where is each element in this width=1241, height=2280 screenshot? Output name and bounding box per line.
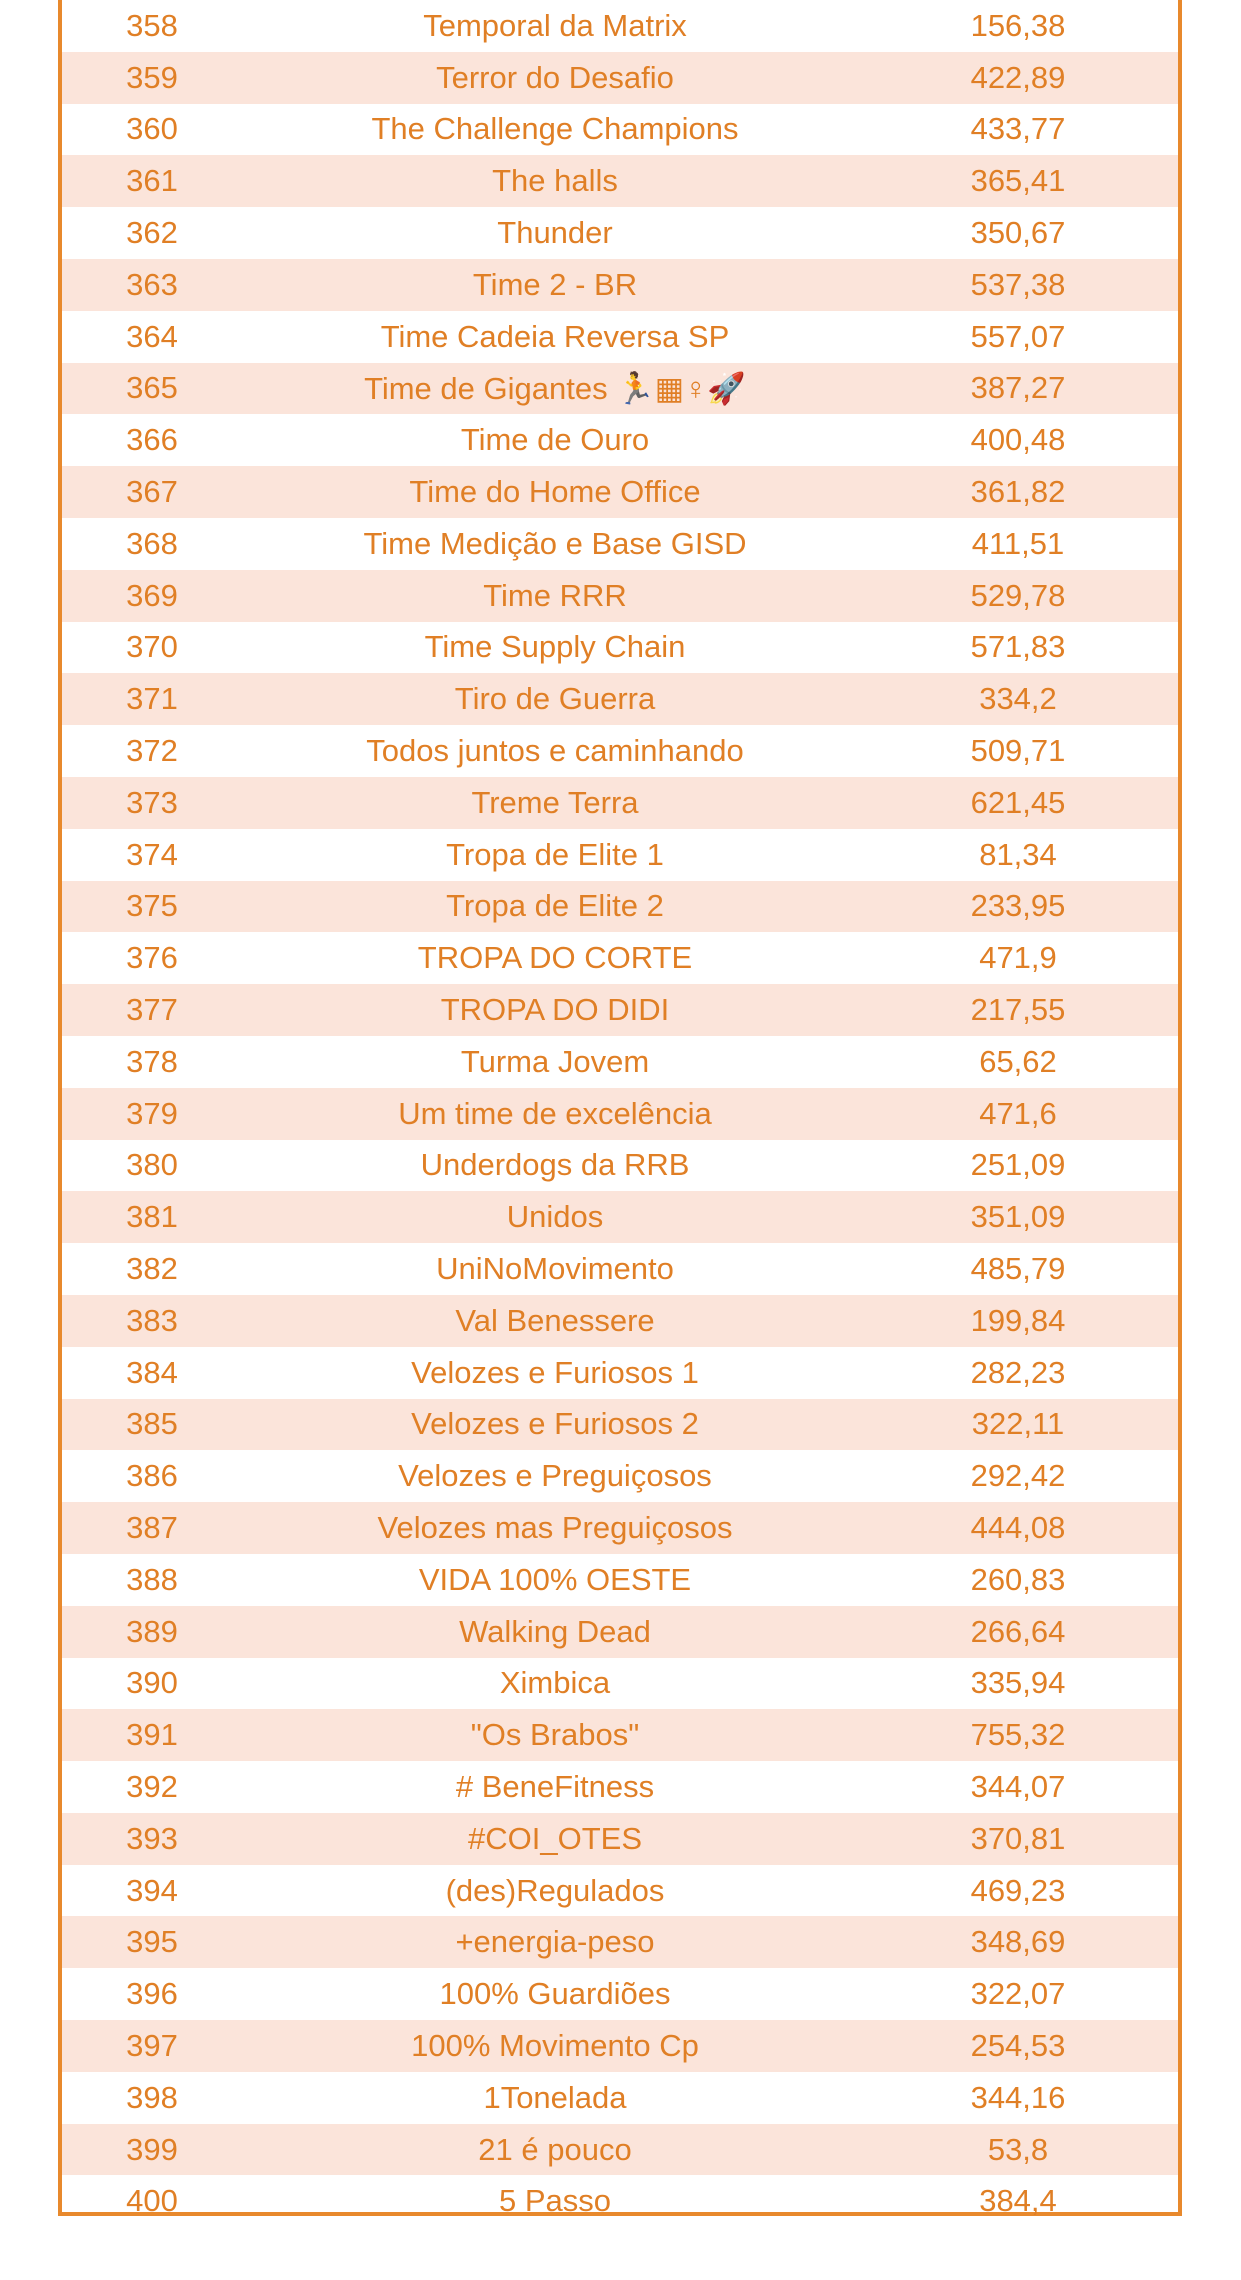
team-name-cell: 1Tonelada [483, 2079, 627, 2115]
team-name-cell: 100% Movimento Cp [411, 2027, 699, 2063]
score-cell: 537,38 [970, 266, 1066, 302]
rank-cell: 362 [126, 215, 178, 251]
score-cell: 370,81 [970, 1820, 1066, 1856]
table-row [62, 777, 1178, 829]
rank-cell: 387 [126, 1510, 178, 1545]
team-name-cell: Terror do Desafio [436, 59, 674, 95]
rank-cell: 359 [126, 59, 178, 95]
rank-cell: 383 [126, 1302, 178, 1338]
rank-cell: 386 [126, 1458, 178, 1494]
table-row [62, 2124, 1178, 2176]
rank-cell: 379 [126, 1095, 178, 1131]
table-row [62, 1036, 1178, 1088]
rank-cell: 394 [126, 1872, 178, 1908]
table-row [62, 1140, 1178, 1192]
table-row [62, 829, 1178, 881]
table-row [62, 932, 1178, 984]
team-name-cell: Thunder [497, 215, 613, 251]
rank-cell: 391 [126, 1717, 178, 1753]
rank-cell: 367 [126, 474, 178, 510]
table-row [62, 1295, 1178, 1347]
rank-cell: 400 [126, 2183, 178, 2219]
team-name-cell: Treme Terra [471, 784, 639, 820]
score-cell: 233,95 [970, 888, 1066, 924]
table-row [62, 1968, 1178, 2020]
table-row [62, 104, 1178, 156]
table-row [62, 466, 1178, 518]
score-cell: 351,09 [970, 1199, 1066, 1235]
score-cell: 254,53 [970, 2027, 1066, 2063]
score-cell: 471,6 [979, 1095, 1057, 1131]
score-cell: 621,45 [970, 784, 1066, 820]
rank-cell: 368 [126, 525, 178, 561]
score-cell: 260,83 [970, 1561, 1066, 1597]
score-cell: 335,94 [970, 1665, 1066, 1701]
team-name-cell: The halls [492, 163, 618, 199]
table-row [62, 363, 1178, 415]
team-name-cell: Time Cadeia Reversa SP [380, 318, 730, 354]
rank-cell: 390 [126, 1665, 178, 1701]
team-name-cell: Unidos [506, 1199, 604, 1235]
table-row [62, 518, 1178, 570]
team-name-cell: Val Benessere [455, 1302, 655, 1338]
score-cell: 422,89 [970, 59, 1066, 95]
table-row [62, 2072, 1178, 2124]
table-row [62, 1761, 1178, 1813]
table-row [62, 259, 1178, 311]
score-cell: 509,71 [970, 733, 1066, 769]
table-row [62, 311, 1178, 363]
team-name-cell: TROPA DO CORTE [417, 940, 693, 976]
table-row [62, 881, 1178, 933]
rank-cell: 393 [126, 1820, 178, 1856]
rank-cell: 370 [126, 629, 178, 665]
table-row [62, 2020, 1178, 2072]
team-name-cell: 100% Guardiões [439, 1976, 671, 2012]
table-row [62, 1088, 1178, 1140]
score-cell: 344,16 [970, 2079, 1066, 2115]
score-cell: 365,41 [970, 163, 1066, 199]
rank-cell: 374 [126, 836, 178, 872]
team-name-cell: TROPA DO DIDI [440, 992, 670, 1028]
team-name-cell: UniNoMovimento [436, 1251, 674, 1287]
rank-cell: 364 [126, 318, 178, 354]
score-cell: 350,67 [970, 215, 1066, 251]
team-name-cell: Time Supply Chain [424, 629, 686, 665]
team-name-cell: #COI_OTES [468, 1820, 642, 1856]
team-name-cell: Time de Gigantes 🏃▦♀🚀 [364, 370, 746, 406]
team-name-cell: Tiro de Guerra [454, 681, 656, 717]
score-cell: 282,23 [970, 1354, 1066, 1390]
score-cell: 485,79 [970, 1251, 1066, 1287]
team-name-cell: Velozes e Furiosos 2 [411, 1406, 699, 1442]
rank-cell: 360 [126, 111, 178, 147]
score-cell: 571,83 [970, 629, 1066, 665]
score-cell: 529,78 [970, 577, 1066, 613]
score-cell: 469,23 [970, 1872, 1066, 1908]
rank-cell: 397 [126, 2027, 178, 2063]
score-cell: 322,11 [971, 1406, 1065, 1442]
rank-cell: 384 [126, 1354, 178, 1390]
team-name-cell: Time de Ouro [460, 422, 650, 458]
rank-cell: 381 [126, 1199, 178, 1235]
table-row [62, 1658, 1178, 1710]
team-name-cell: Temporal da Matrix [423, 7, 687, 43]
table-row [62, 1347, 1178, 1399]
team-name-cell: Time 2 - BR [472, 266, 638, 302]
rank-cell: 392 [126, 1768, 178, 1804]
table-row [62, 0, 1178, 52]
table-row [62, 1709, 1178, 1761]
team-name-cell: Time RRR [483, 577, 627, 613]
rank-cell: 358 [126, 7, 178, 43]
ranking-table [62, 0, 1178, 2227]
table-row [62, 1916, 1178, 1968]
rank-cell: 369 [126, 577, 178, 613]
team-name-cell: # BeneFitness [455, 1768, 655, 1804]
score-cell: 387,27 [970, 370, 1066, 406]
table-row [62, 570, 1178, 622]
score-cell: 755,32 [970, 1717, 1066, 1753]
score-cell: 251,09 [970, 1147, 1066, 1183]
rank-cell: 389 [126, 1613, 178, 1649]
rank-cell: 378 [126, 1043, 178, 1079]
rank-cell: 372 [126, 733, 178, 769]
team-name-cell: (des)Regulados [445, 1872, 665, 1908]
team-name-cell: 21 é pouco [478, 2131, 632, 2167]
table-row [62, 207, 1178, 259]
score-cell: 292,42 [970, 1458, 1066, 1494]
rank-cell: 395 [126, 1924, 178, 1960]
score-cell: 384,4 [979, 2183, 1057, 2219]
table-row [62, 1865, 1178, 1917]
team-name-cell: Turma Jovem [460, 1043, 650, 1079]
score-cell: 217,55 [970, 992, 1066, 1028]
team-name-cell: Tropa de Elite 2 [446, 888, 664, 924]
team-name-cell: Underdogs da RRB [420, 1147, 690, 1183]
rank-cell: 398 [126, 2079, 178, 2115]
team-name-cell: VIDA 100% OESTE [418, 1561, 692, 1597]
rank-cell: 361 [126, 163, 178, 199]
score-cell: 444,08 [970, 1510, 1066, 1545]
team-name-cell: Time Medição e Base GISD [363, 525, 747, 561]
rank-cell: 388 [126, 1561, 178, 1597]
table-row [62, 1191, 1178, 1243]
table-row [62, 1813, 1178, 1865]
score-cell: 199,84 [970, 1302, 1066, 1338]
team-name-cell: Velozes e Furiosos 1 [411, 1354, 699, 1390]
score-cell: 81,34 [979, 836, 1057, 872]
team-name-cell: Todos juntos e caminhando [366, 733, 744, 769]
score-cell: 400,48 [970, 422, 1066, 458]
team-name-cell: "Os Brabos" [470, 1717, 640, 1753]
table-row [62, 1606, 1178, 1658]
team-name-cell: Um time de excelência [398, 1095, 712, 1131]
score-cell: 53,8 [987, 2131, 1049, 2167]
team-name-cell: Velozes e Preguiçosos [398, 1458, 712, 1494]
score-cell: 344,07 [970, 1768, 1066, 1804]
table-row [62, 673, 1178, 725]
table-row [62, 1450, 1178, 1502]
table-row [62, 1502, 1178, 1554]
score-cell: 433,77 [970, 111, 1066, 147]
score-cell: 334,2 [979, 681, 1057, 717]
table-row [62, 622, 1178, 674]
rank-cell: 382 [126, 1251, 178, 1287]
team-name-cell: Walking Dead [459, 1613, 651, 1649]
table-row [62, 1243, 1178, 1295]
table-row [62, 984, 1178, 1036]
table-row [62, 2175, 1178, 2227]
score-cell: 348,69 [970, 1924, 1066, 1960]
score-cell: 156,38 [970, 7, 1066, 43]
rank-cell: 380 [126, 1147, 178, 1183]
rank-cell: 385 [126, 1406, 178, 1442]
score-cell: 557,07 [970, 318, 1066, 354]
score-cell: 65,62 [979, 1043, 1057, 1079]
rank-cell: 366 [126, 422, 178, 458]
rank-cell: 375 [126, 888, 178, 924]
score-cell: 471,9 [979, 940, 1057, 976]
score-cell: 322,07 [970, 1976, 1066, 2012]
rank-cell: 396 [126, 1976, 178, 2012]
team-name-cell: The Challenge Champions [371, 111, 739, 147]
team-name-cell: Tropa de Elite 1 [446, 836, 664, 872]
score-cell: 361,82 [970, 474, 1066, 510]
table-row [62, 1399, 1178, 1451]
team-name-cell: 5 Passo [498, 2183, 611, 2219]
table-row [62, 155, 1178, 207]
rank-cell: 376 [126, 940, 178, 976]
team-name-cell: Ximbica [499, 1665, 611, 1701]
team-name-cell: +energia-peso [455, 1924, 655, 1960]
score-cell: 266,64 [970, 1613, 1066, 1649]
rank-cell: 373 [126, 784, 178, 820]
rank-cell: 377 [126, 992, 178, 1028]
team-name-cell: Time do Home Office [409, 474, 701, 510]
table-row [62, 414, 1178, 466]
rank-cell: 363 [126, 266, 178, 302]
table-row [62, 725, 1178, 777]
table-row [62, 1554, 1178, 1606]
rank-cell: 365 [126, 370, 178, 406]
score-cell: 411,51 [971, 525, 1065, 561]
rank-cell: 399 [126, 2131, 178, 2167]
table-row [62, 52, 1178, 104]
rank-cell: 371 [126, 681, 178, 717]
team-name-cell: Velozes mas Preguiçosos [377, 1510, 733, 1545]
